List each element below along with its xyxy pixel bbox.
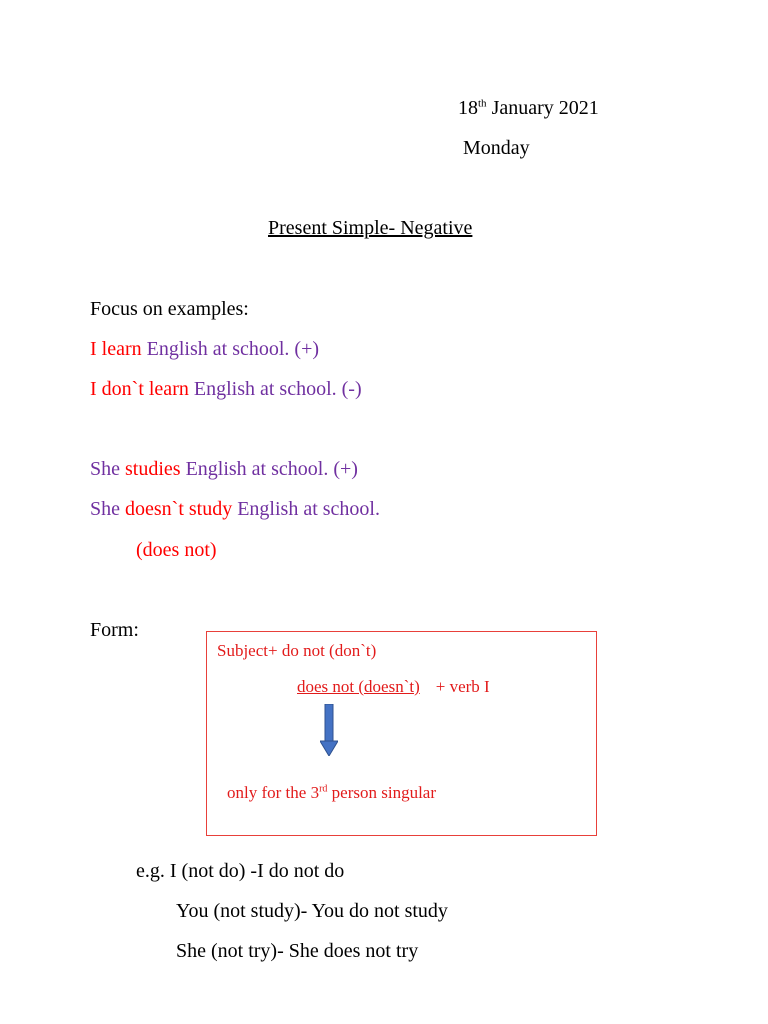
- date-suffix: th: [478, 97, 487, 110]
- example-4-rest: English at school.: [232, 498, 380, 520]
- eg-line-2: You (not study)- You do not study: [176, 900, 448, 922]
- example-3-verb: studies: [125, 458, 181, 480]
- example-1: [90, 337, 319, 361]
- form-rule-note-post: person singular: [327, 783, 437, 802]
- example-4: [90, 497, 380, 521]
- date-rest: January 2021: [486, 97, 599, 119]
- example-1-rest: English at school. (+): [141, 338, 320, 360]
- date: [458, 96, 599, 120]
- example-3: [90, 457, 358, 481]
- example-1-verb: I learn: [90, 338, 142, 360]
- example-2-verb: I don`t learn: [90, 378, 189, 400]
- form-rule-does-not: does not (doesn`t): [297, 677, 420, 696]
- form-rule-line-2: [297, 677, 490, 697]
- example-2-rest: English at school. (-): [188, 378, 362, 400]
- form-rule-line-1: Subject+ do not (don`t): [217, 641, 377, 660]
- form-rule-note-pre: only for the 3: [227, 783, 320, 802]
- example-4-subject: She: [90, 498, 125, 520]
- example-4-note: (does not): [136, 539, 217, 561]
- date-day: 18: [458, 97, 478, 119]
- example-3-rest: English at school. (+): [180, 458, 358, 480]
- example-2: [90, 377, 362, 401]
- down-arrow-icon: [320, 704, 338, 756]
- eg-line-1: e.g. I (not do) -I do not do: [136, 860, 345, 882]
- focus-heading: Focus on examples:: [90, 298, 249, 320]
- example-3-subject: She: [90, 458, 125, 480]
- form-rule-note-sup: rd: [319, 783, 328, 795]
- eg-line-3: She (not try)- She does not try: [176, 940, 419, 962]
- form-rule-verb: + verb I: [435, 677, 490, 696]
- form-label: Form:: [90, 619, 139, 641]
- weekday: Monday: [463, 137, 530, 159]
- form-rule-box: [206, 631, 597, 836]
- example-4-verb: doesn`t study: [125, 498, 233, 520]
- form-rule-note: [227, 783, 436, 803]
- page-title: Present Simple- Negative: [268, 217, 473, 239]
